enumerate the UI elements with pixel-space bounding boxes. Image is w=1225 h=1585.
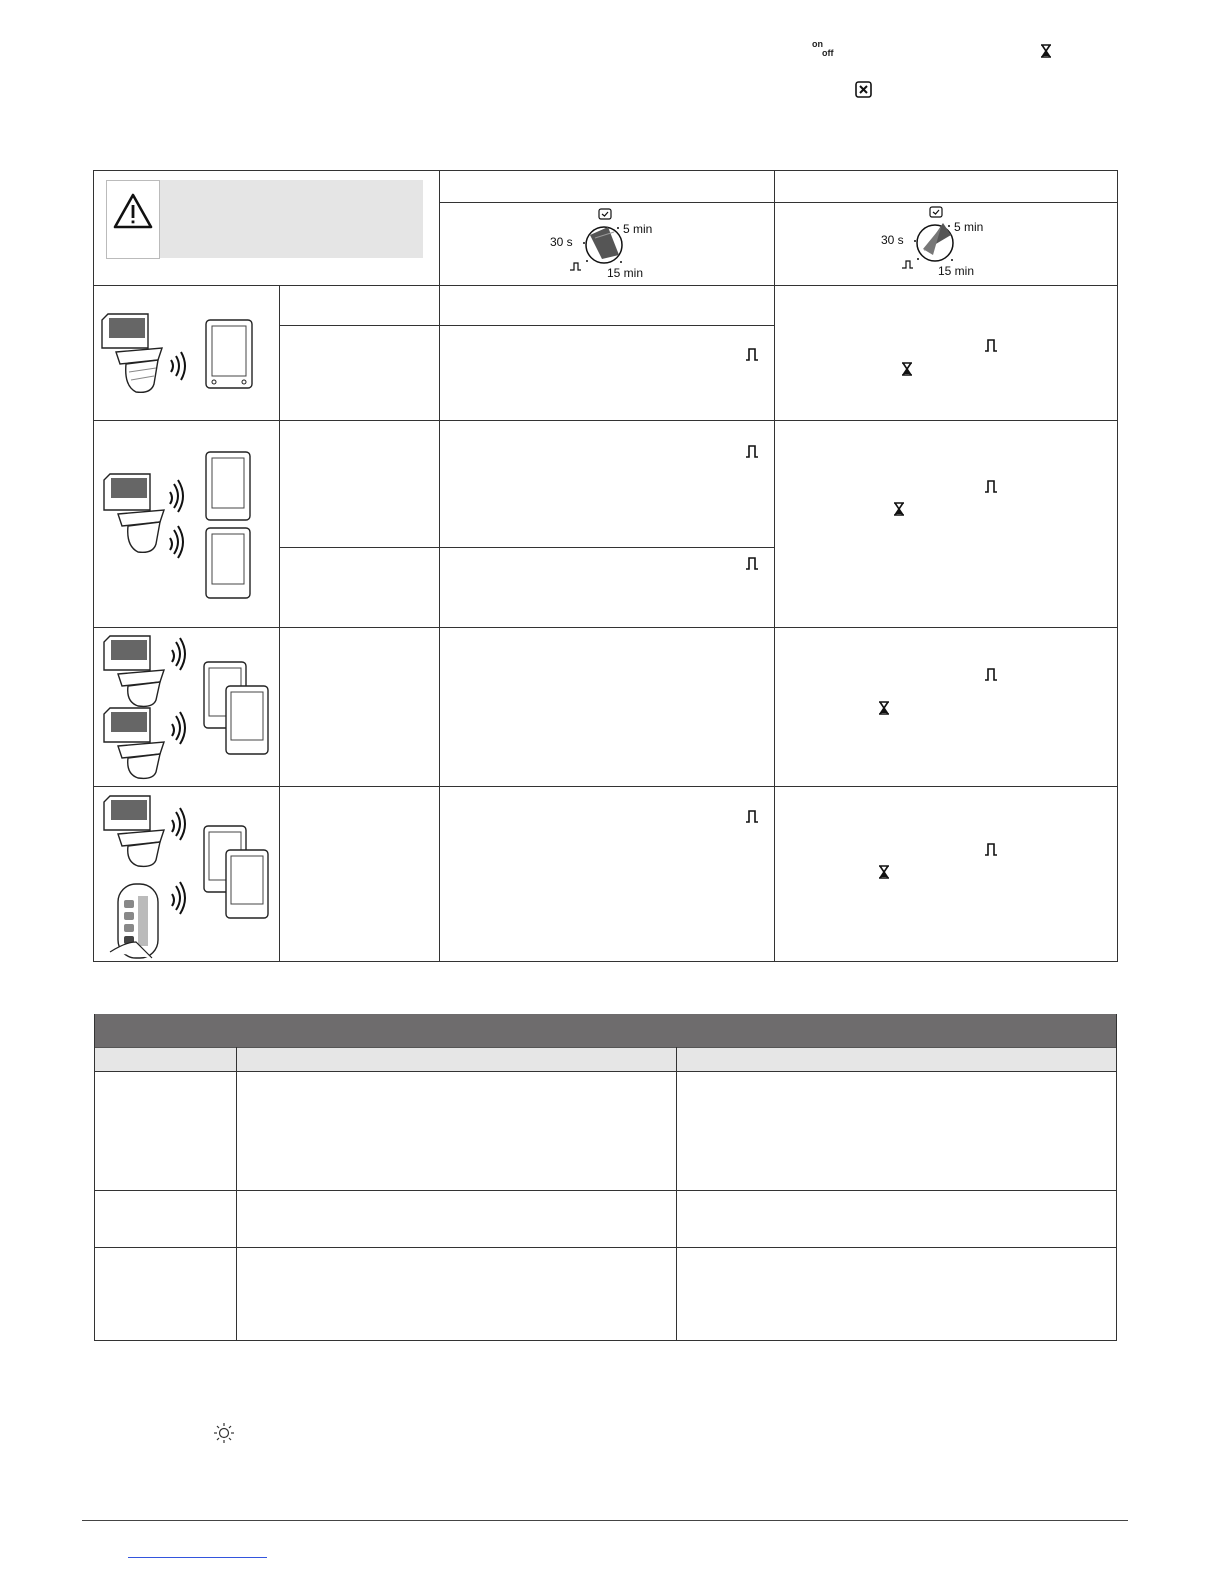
on-off-icon bbox=[812, 40, 834, 58]
illustration-2-detector-2-receivers bbox=[96, 440, 276, 610]
footer-link-underline[interactable] bbox=[128, 1557, 267, 1558]
receiver-icon bbox=[206, 528, 250, 598]
hourglass-icon bbox=[878, 865, 890, 879]
hourglass-icon bbox=[893, 502, 905, 516]
dial-2-5min-label: 5 min bbox=[954, 220, 984, 234]
illustration-4-detector-remote bbox=[96, 792, 276, 960]
pulse-mode-icon bbox=[984, 667, 998, 681]
receiver-icon bbox=[206, 452, 250, 520]
pulse-mode-icon bbox=[745, 444, 759, 458]
illustration-3-2-detectors bbox=[96, 632, 276, 782]
pulse-mode-icon bbox=[745, 809, 759, 823]
on-off-top: on bbox=[812, 39, 823, 49]
motion-detector-icon bbox=[102, 314, 162, 392]
radio-waves-icon bbox=[170, 480, 183, 558]
motion-detector-icon bbox=[104, 708, 164, 778]
dial-1-30s-label: 30 s bbox=[550, 235, 573, 249]
pulse-mode-icon bbox=[984, 338, 998, 352]
dial-1-5min-label: 5 min bbox=[623, 222, 653, 236]
timer-dial-1 bbox=[540, 205, 670, 283]
hourglass-icon bbox=[1040, 44, 1052, 58]
hourglass-icon bbox=[901, 362, 913, 376]
radio-waves-icon bbox=[171, 352, 185, 380]
motion-detector-icon bbox=[104, 796, 164, 866]
pulse-mode-icon bbox=[745, 347, 759, 361]
cancel-x-icon bbox=[855, 81, 872, 98]
receiver-icon bbox=[204, 826, 268, 918]
radio-waves-icon bbox=[172, 808, 185, 914]
remote-control-icon bbox=[110, 884, 158, 958]
pulse-mode-icon bbox=[745, 556, 759, 570]
on-off-bottom: off bbox=[822, 48, 834, 58]
receiver-icon bbox=[204, 662, 268, 754]
pulse-mode-icon bbox=[984, 842, 998, 856]
motion-detector-icon bbox=[104, 474, 164, 552]
warning-triangle-icon bbox=[107, 181, 159, 258]
motion-detector-icon bbox=[104, 636, 164, 706]
sun-icon bbox=[213, 1422, 235, 1444]
status-table-header bbox=[94, 1014, 1117, 1047]
footer-rule bbox=[82, 1520, 1128, 1521]
radio-waves-icon bbox=[172, 638, 185, 744]
timer-dial-2 bbox=[871, 203, 1001, 281]
pulse-mode-icon bbox=[984, 479, 998, 493]
illustration-1-detector-1-receiver bbox=[96, 300, 276, 410]
dial-2-15min-label: 15 min bbox=[938, 264, 975, 278]
dial-2-30s-label: 30 s bbox=[881, 233, 904, 247]
receiver-icon bbox=[206, 320, 252, 388]
status-table-subheader bbox=[94, 1047, 1117, 1071]
warning-icon-frame bbox=[106, 180, 160, 259]
dial-1-15min-label: 15 min bbox=[607, 266, 644, 280]
hourglass-icon bbox=[878, 701, 890, 715]
